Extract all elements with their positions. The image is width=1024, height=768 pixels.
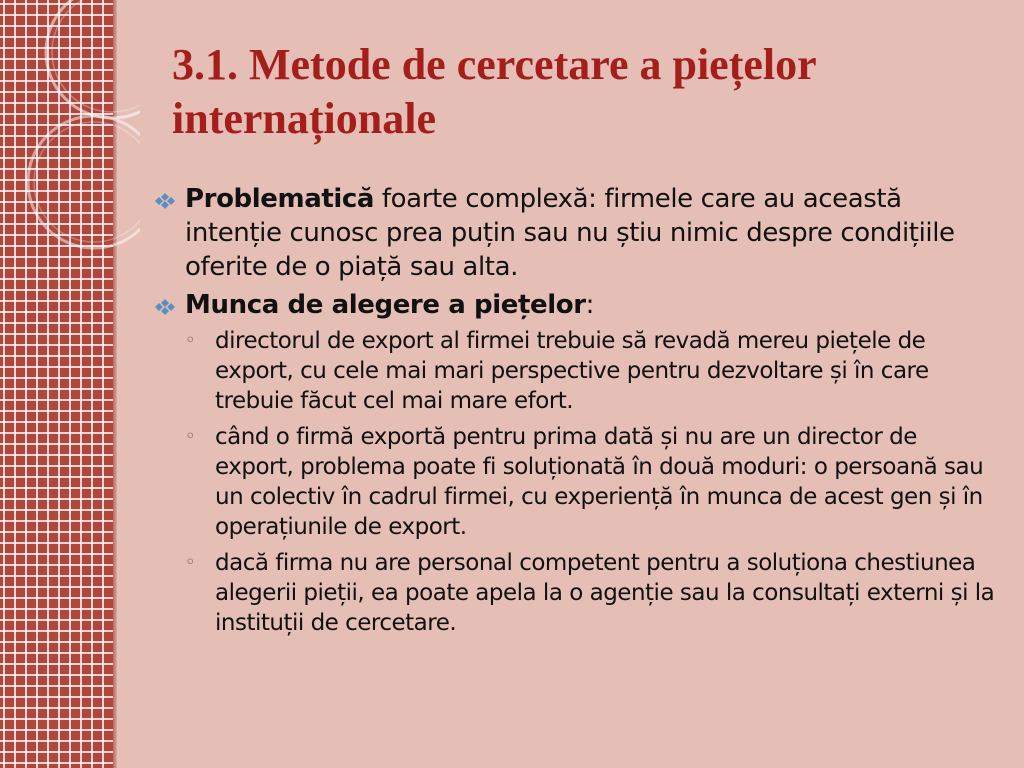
title-line-2: internaționale xyxy=(172,94,436,143)
bullet-text: foarte complexă: firmele care au această intenție cunosc prea puțin sau nu știu nimic despre condițiile oferite de o piață sau alta. xyxy=(185,184,955,282)
decorative-rings xyxy=(0,0,140,260)
sub-bullet-personal-competent xyxy=(155,548,1000,638)
sub-bullet-text: când o firmă exportă pentru prima dată și nu are un director de export, problema poate fi soluționată în două moduri: o persoană sau un colectiv în cadrul firmei, cu experiență în munca de acest gen și în operațiunile de export. xyxy=(215,424,984,540)
sub-bullet-text: directorul de export al firmei trebuie să revadă mereu piețele de export, cu cele mai mari perspective pentru dezvoltare și în care trebuie făcut cel mai mare efort. xyxy=(215,328,929,414)
diamond-bullet-icon xyxy=(155,193,175,209)
bullet-bold-label: Munca de alegere a piețelor xyxy=(185,290,586,320)
bullet-text: : xyxy=(585,290,595,320)
ring-bullet-icon: ◦ xyxy=(185,330,196,351)
slide-title xyxy=(172,38,992,146)
bullet-problematica xyxy=(155,182,1000,284)
sub-bullet-director-export xyxy=(155,326,1000,416)
sub-bullet-prima-data xyxy=(155,422,1000,542)
diamond-bullet-icon xyxy=(155,299,175,315)
sub-bullet-text: dacă firma nu are personal competent pentru a soluționa chestiunea alegerii pieții, ea poate apela la o agenție sau la consultați externi și la instituții de cercetare. xyxy=(215,550,995,636)
bullet-munca-alegere xyxy=(155,288,1000,322)
ring-bullet-icon: ◦ xyxy=(185,552,196,573)
bullet-bold-label: Problematică xyxy=(185,184,375,214)
slide-content xyxy=(155,182,1000,644)
ring-bullet-icon: ◦ xyxy=(185,426,196,447)
title-line-1: 3.1. Metode de cercetare a piețelor xyxy=(172,40,817,89)
